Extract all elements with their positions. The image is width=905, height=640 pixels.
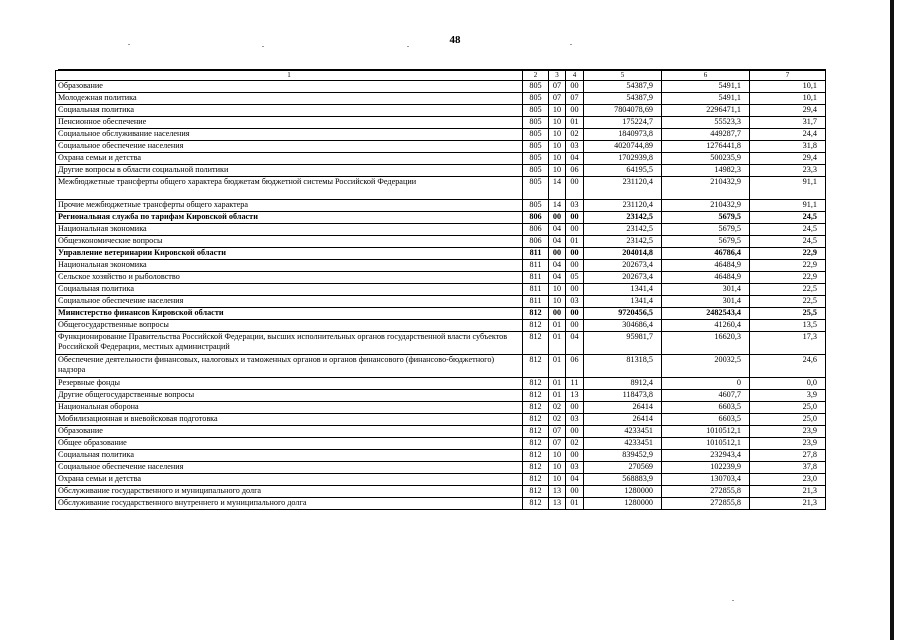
table-row [56,402,826,414]
row-code-admin: 812 [523,402,549,414]
row-code-subsection: 00 [566,177,584,200]
row-code-subsection: 00 [566,402,584,414]
row-code-subsection: 03 [566,200,584,212]
table-row [56,93,826,105]
row-percent: 0,0 [750,378,826,390]
row-plan-amount: 81318,5 [584,355,662,378]
row-code-admin: 806 [523,236,549,248]
row-name: Национальная экономика [56,260,523,272]
table-row [56,200,826,212]
row-percent: 25,0 [750,402,826,414]
row-code-subsection: 03 [566,462,584,474]
row-code-admin: 805 [523,93,549,105]
row-plan-amount: 839452,9 [584,450,662,462]
row-percent: 21,3 [750,486,826,498]
row-code-section: 01 [549,320,566,332]
row-code-admin: 812 [523,355,549,378]
row-code-section: 14 [549,177,566,200]
row-plan-amount: 118473,8 [584,390,662,402]
row-actual-amount: 14982,3 [662,165,750,177]
row-code-admin: 812 [523,414,549,426]
row-code-section: 10 [549,117,566,129]
row-code-section: 07 [549,93,566,105]
row-code-admin: 812 [523,462,549,474]
row-plan-amount: 54387,9 [584,93,662,105]
row-code-subsection: 00 [566,450,584,462]
row-actual-amount: 16620,3 [662,332,750,355]
row-percent: 24,5 [750,212,826,224]
row-code-subsection: 01 [566,117,584,129]
row-percent: 22,9 [750,260,826,272]
header-cell: 4 [566,71,584,81]
row-actual-amount: 272855,8 [662,486,750,498]
row-percent: 24,4 [750,129,826,141]
row-code-subsection: 04 [566,332,584,355]
row-plan-amount: 270569 [584,462,662,474]
row-plan-amount: 204014,8 [584,248,662,260]
row-plan-amount: 54387,9 [584,81,662,93]
row-plan-amount: 1840973,8 [584,129,662,141]
row-code-subsection: 03 [566,296,584,308]
row-code-subsection: 04 [566,153,584,165]
row-percent: 31,8 [750,141,826,153]
row-name: Обслуживание государственного внутреннего и муниципального долга [56,498,523,510]
table-row [56,272,826,284]
row-percent: 24,6 [750,355,826,378]
row-actual-amount: 41260,4 [662,320,750,332]
table-row [56,296,826,308]
header-cell: 1 [56,71,523,81]
row-code-subsection: 06 [566,355,584,378]
table-row [56,212,826,224]
row-name: Общеэкономические вопросы [56,236,523,248]
row-code-subsection: 03 [566,141,584,153]
row-actual-amount: 46786,4 [662,248,750,260]
row-actual-amount: 102239,9 [662,462,750,474]
row-percent: 37,8 [750,462,826,474]
row-percent: 91,1 [750,177,826,200]
row-code-section: 01 [549,332,566,355]
row-code-section: 04 [549,236,566,248]
table-row [56,355,826,378]
row-name: Общее образование [56,438,523,450]
row-name: Сельское хозяйство и рыболовство [56,272,523,284]
table-row [56,426,826,438]
row-code-section: 14 [549,200,566,212]
header-cell: 2 [523,71,549,81]
row-code-section: 10 [549,296,566,308]
row-code-section: 01 [549,390,566,402]
row-plan-amount: 568883,9 [584,474,662,486]
row-plan-amount: 4020744,89 [584,141,662,153]
row-code-section: 10 [549,474,566,486]
row-code-admin: 805 [523,177,549,200]
row-code-section: 00 [549,212,566,224]
table-row [56,414,826,426]
row-code-admin: 806 [523,212,549,224]
row-actual-amount: 449287,7 [662,129,750,141]
row-name: Образование [56,81,523,93]
row-code-subsection: 01 [566,498,584,510]
table-row [56,81,826,93]
row-code-admin: 812 [523,486,549,498]
row-name: Охрана семьи и детства [56,474,523,486]
row-actual-amount: 272855,8 [662,498,750,510]
row-code-section: 10 [549,141,566,153]
row-actual-amount: 46484,9 [662,260,750,272]
table-row [56,332,826,355]
row-code-section: 13 [549,498,566,510]
row-code-admin: 805 [523,117,549,129]
row-code-subsection: 00 [566,426,584,438]
scan-speck [262,46,264,47]
row-code-admin: 812 [523,308,549,320]
row-code-admin: 812 [523,426,549,438]
row-code-section: 10 [549,129,566,141]
row-plan-amount: 231120,4 [584,177,662,200]
row-code-subsection: 04 [566,474,584,486]
row-plan-amount: 202673,4 [584,260,662,272]
row-name: Министерство финансов Кировской области [56,308,523,320]
row-plan-amount: 175224,7 [584,117,662,129]
row-percent: 25,0 [750,414,826,426]
row-plan-amount: 231120,4 [584,200,662,212]
row-percent: 24,5 [750,224,826,236]
row-code-subsection: 00 [566,81,584,93]
scan-speck [732,600,734,601]
table-row [56,462,826,474]
row-code-subsection: 00 [566,486,584,498]
table-row [56,105,826,117]
row-plan-amount: 64195,5 [584,165,662,177]
row-plan-amount: 1702939,8 [584,153,662,165]
row-code-admin: 812 [523,390,549,402]
row-actual-amount: 1276441,8 [662,141,750,153]
row-code-section: 01 [549,378,566,390]
table-row [56,165,826,177]
row-code-subsection: 01 [566,236,584,248]
row-percent: 10,1 [750,93,826,105]
row-percent: 29,4 [750,153,826,165]
table-row [56,498,826,510]
row-percent: 10,1 [750,81,826,93]
scan-speck [570,44,572,45]
row-actual-amount: 5679,5 [662,224,750,236]
table-row [56,438,826,450]
row-code-admin: 811 [523,272,549,284]
row-actual-amount: 500235,9 [662,153,750,165]
row-code-section: 10 [549,165,566,177]
table-row [56,474,826,486]
row-actual-amount: 301,4 [662,296,750,308]
row-name: Общегосударственные вопросы [56,320,523,332]
row-name: Другие общегосударственные вопросы [56,390,523,402]
row-code-section: 10 [549,284,566,296]
row-actual-amount: 4607,7 [662,390,750,402]
row-name: Региональная служба по тарифам Кировской области [56,212,523,224]
header-cell: 7 [750,71,826,81]
table-row [56,320,826,332]
row-name: Обеспечение деятельности финансовых, налоговых и таможенных органов и органов финансового (финансово-бюджетного) надзора [56,355,523,378]
row-percent: 17,3 [750,332,826,355]
row-code-section: 02 [549,402,566,414]
row-code-section: 10 [549,153,566,165]
row-actual-amount: 210432,9 [662,200,750,212]
row-plan-amount: 4233451 [584,426,662,438]
row-percent: 23,9 [750,438,826,450]
row-plan-amount: 26414 [584,414,662,426]
row-code-admin: 805 [523,153,549,165]
row-code-section: 10 [549,450,566,462]
table-row [56,390,826,402]
row-plan-amount: 304686,4 [584,320,662,332]
table-row [56,308,826,320]
row-plan-amount: 95981,7 [584,332,662,355]
row-code-section: 07 [549,426,566,438]
scan-edge-bar [890,0,894,640]
row-code-admin: 812 [523,474,549,486]
row-name: Пенсионное обеспечение [56,117,523,129]
row-plan-amount: 202673,4 [584,272,662,284]
row-name: Обслуживание государственного и муниципального долга [56,486,523,498]
row-actual-amount: 2296471,1 [662,105,750,117]
row-percent: 24,5 [750,236,826,248]
table-row [56,248,826,260]
row-plan-amount: 23142,5 [584,212,662,224]
row-code-subsection: 03 [566,414,584,426]
row-code-admin: 811 [523,284,549,296]
row-code-admin: 812 [523,332,549,355]
row-code-subsection: 00 [566,248,584,260]
row-percent: 29,4 [750,105,826,117]
row-percent: 23,9 [750,426,826,438]
row-actual-amount: 5679,5 [662,236,750,248]
header-cell: 6 [662,71,750,81]
row-actual-amount: 232943,4 [662,450,750,462]
row-plan-amount: 4233451 [584,438,662,450]
row-plan-amount: 1341,4 [584,296,662,308]
row-code-admin: 806 [523,224,549,236]
table-row [56,153,826,165]
table-row [56,236,826,248]
row-code-section: 01 [549,355,566,378]
row-plan-amount: 23142,5 [584,236,662,248]
row-code-admin: 805 [523,141,549,153]
row-code-admin: 812 [523,450,549,462]
row-actual-amount: 20032,5 [662,355,750,378]
table-row [56,117,826,129]
row-percent: 23,0 [750,474,826,486]
row-plan-amount: 26414 [584,402,662,414]
scan-speck [128,44,130,45]
row-code-subsection: 00 [566,224,584,236]
row-plan-amount: 1280000 [584,498,662,510]
row-name: Охрана семьи и детства [56,153,523,165]
row-plan-amount: 9720456,5 [584,308,662,320]
row-name: Другие вопросы в области социальной политики [56,165,523,177]
row-code-admin: 811 [523,248,549,260]
row-percent: 22,5 [750,296,826,308]
header-row [56,71,826,81]
row-name: Управление ветеринарии Кировской области [56,248,523,260]
row-code-section: 02 [549,414,566,426]
table-row [56,284,826,296]
row-code-subsection: 00 [566,320,584,332]
row-name: Социальное обслуживание населения [56,129,523,141]
row-name: Социальное обеспечение населения [56,296,523,308]
row-code-subsection: 00 [566,308,584,320]
row-code-admin: 805 [523,81,549,93]
row-code-subsection: 02 [566,129,584,141]
row-actual-amount: 1010512,1 [662,426,750,438]
row-code-admin: 812 [523,498,549,510]
row-percent: 21,3 [750,498,826,510]
row-code-subsection: 06 [566,165,584,177]
table-row [56,486,826,498]
row-code-admin: 805 [523,200,549,212]
row-code-admin: 811 [523,296,549,308]
row-actual-amount: 1010512,1 [662,438,750,450]
scan-speck [407,46,409,47]
table-row [56,129,826,141]
row-actual-amount: 5679,5 [662,212,750,224]
header-cell: 5 [584,71,662,81]
table-row [56,260,826,272]
row-code-admin: 812 [523,438,549,450]
row-name: Национальная оборона [56,402,523,414]
row-code-section: 10 [549,105,566,117]
row-actual-amount: 6603,5 [662,414,750,426]
row-code-subsection: 00 [566,105,584,117]
row-actual-amount: 0 [662,378,750,390]
row-code-admin: 805 [523,105,549,117]
row-name: Прочие межбюджетные трансферты общего характера [56,200,523,212]
row-plan-amount: 8912,4 [584,378,662,390]
row-plan-amount: 1341,4 [584,284,662,296]
row-name: Социальная политика [56,105,523,117]
row-code-admin: 805 [523,165,549,177]
row-percent: 3,9 [750,390,826,402]
row-actual-amount: 301,4 [662,284,750,296]
header-cell: 3 [549,71,566,81]
row-code-section: 10 [549,462,566,474]
row-actual-amount: 5491,1 [662,93,750,105]
row-percent: 23,3 [750,165,826,177]
page-number: 48 [449,34,461,46]
row-code-subsection: 00 [566,284,584,296]
row-code-subsection: 00 [566,260,584,272]
row-code-section: 13 [549,486,566,498]
row-plan-amount: 7804078,69 [584,105,662,117]
row-code-section: 07 [549,81,566,93]
table-row [56,141,826,153]
row-code-subsection: 07 [566,93,584,105]
row-name: Социальное обеспечение населения [56,141,523,153]
row-code-section: 07 [549,438,566,450]
row-name: Молодежная политика [56,93,523,105]
row-name: Социальная политика [56,450,523,462]
row-actual-amount: 210432,9 [662,177,750,200]
table-row [56,378,826,390]
table-row [56,177,826,200]
row-percent: 31,7 [750,117,826,129]
row-percent: 13,5 [750,320,826,332]
row-name: Образование [56,426,523,438]
row-actual-amount: 2482543,4 [662,308,750,320]
row-name: Функционирование Правительства Российской Федерации, высших исполнительных органов государственной власти субъектов Российской Федерации, местных администраций [56,332,523,355]
row-plan-amount: 1280000 [584,486,662,498]
row-code-section: 00 [549,248,566,260]
table-row [56,450,826,462]
row-percent: 22,9 [750,272,826,284]
budget-table [55,70,826,510]
row-percent: 25,5 [750,308,826,320]
row-code-admin: 812 [523,378,549,390]
row-name: Межбюджетные трансферты общего характера бюджетам бюджетной системы Российской Федерации [56,177,523,200]
row-name: Национальная экономика [56,224,523,236]
row-plan-amount: 23142,5 [584,224,662,236]
row-code-admin: 812 [523,320,549,332]
row-code-subsection: 13 [566,390,584,402]
row-name: Мобилизационная и вневойсковая подготовка [56,414,523,426]
row-code-admin: 811 [523,260,549,272]
row-actual-amount: 130703,4 [662,474,750,486]
row-actual-amount: 5491,1 [662,81,750,93]
row-code-subsection: 00 [566,212,584,224]
table-row [56,224,826,236]
row-name: Социальная политика [56,284,523,296]
row-actual-amount: 46484,9 [662,272,750,284]
row-code-subsection: 02 [566,438,584,450]
row-percent: 22,9 [750,248,826,260]
row-actual-amount: 6603,5 [662,402,750,414]
row-code-section: 00 [549,308,566,320]
row-code-section: 04 [549,260,566,272]
row-code-admin: 805 [523,129,549,141]
row-name: Социальное обеспечение населения [56,462,523,474]
row-percent: 22,5 [750,284,826,296]
row-code-subsection: 05 [566,272,584,284]
row-code-subsection: 11 [566,378,584,390]
row-percent: 91,1 [750,200,826,212]
row-code-section: 04 [549,272,566,284]
row-actual-amount: 55523,3 [662,117,750,129]
row-code-section: 04 [549,224,566,236]
row-percent: 27,8 [750,450,826,462]
row-name: Резервные фонды [56,378,523,390]
